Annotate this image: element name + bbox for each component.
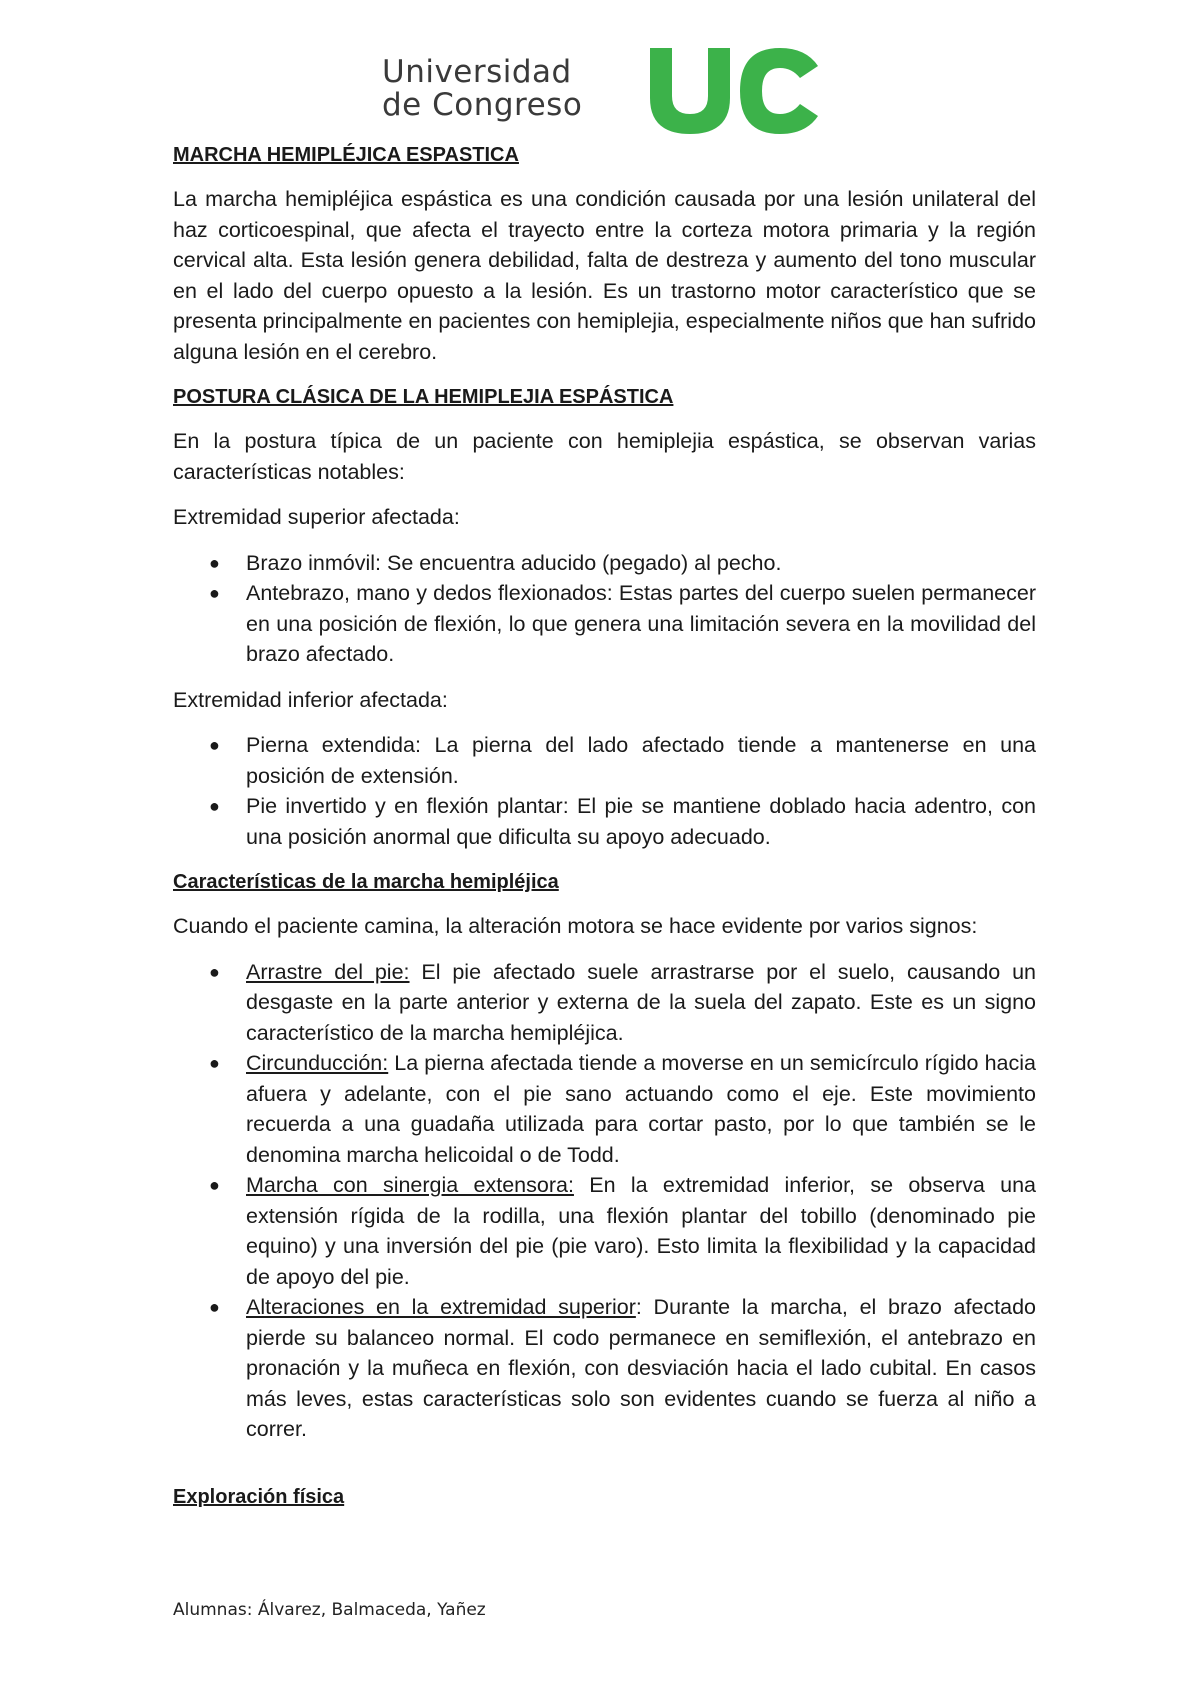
uc-logo-mark-icon	[646, 44, 822, 136]
label-extremidad-superior: Extremidad superior afectada:	[173, 505, 460, 529]
bullet-icon: ●	[209, 583, 220, 603]
bullet-icon: ●	[209, 1053, 220, 1073]
bullet-icon: ●	[209, 735, 220, 755]
list-item: ● Alteraciones en la extremidad superior: Durante la marcha, el brazo afectado pierde su balanceo normal. El codo permanece en semiflexión, el antebrazo en pronación y la muñeca en flexión, con desviación hacia el lado cubital. En casos más leves, estas características solo son evidentes cuando se fuerza al niño a correr.	[173, 1292, 1036, 1445]
footer-authors: Alumnas: Álvarez, Balmaceda, Yañez	[173, 1600, 486, 1620]
list-item: ● Pie invertido y en flexión plantar: El pie se mantiene doblado hacia adentro, con una posición anormal que dificulta su apoyo adecuado.	[173, 791, 1036, 852]
list-item: ● Arrastre del pie: El pie afectado suele arrastrarse por el suelo, causando un desgaste en la parte anterior y externa de la suela del zapato. Este es un signo característico de la marcha hemipléjica.	[173, 957, 1036, 1049]
bullet-icon: ●	[209, 796, 220, 816]
list-item: ● Pierna extendida: La pierna del lado afectado tiende a mantenerse en una posición de extensión.	[173, 730, 1036, 791]
list-item: ● Marcha con sinergia extensora: En la extremidad inferior, se observa una extensión rígida de la rodilla, una flexión plantar del tobillo (denominado pie equino) y una inversión del pie (pie varo). Esto limita la flexibilidad y la capacidad de apoyo del pie.	[173, 1170, 1036, 1292]
section-heading-postura: POSTURA CLÁSICA DE LA HEMIPLEJIA ESPÁSTICA	[173, 386, 674, 408]
logo-line-2: de Congreso	[382, 87, 583, 123]
list-item: ● Brazo inmóvil: Se encuentra aducido (pegado) al pecho.	[173, 548, 1036, 579]
list-item: ● Antebrazo, mano y dedos flexionados: Estas partes del cuerpo suelen permanecer en una posición de flexión, lo que genera una limitación severa en la movilidad del brazo afectado.	[173, 578, 1036, 670]
logo-line-1: Universidad	[382, 54, 572, 90]
paragraph-intro: La marcha hemipléjica espástica es una condición causada por una lesión unilateral del haz corticoespinal, que afecta el trayecto entre la corteza motora primaria y la región cervical alta. Esta lesión genera debilidad, falta de destreza y aumento del tono muscular en el lado del cuerpo opuesto a la lesión. Es un trastorno motor característico que se presenta principalmente en pacientes con hemiplejia, especialmente niños que han sufrido alguna lesión en el cerebro.	[173, 187, 1036, 364]
university-logo	[382, 44, 822, 136]
bullet-icon: ●	[209, 961, 220, 982]
term-label: Alteraciones en la extremidad superior	[246, 1295, 636, 1319]
label-extremidad-inferior: Extremidad inferior afectada:	[173, 687, 448, 712]
list-signos	[173, 957, 1036, 1445]
spacer	[173, 1460, 1036, 1482]
term-label: Arrastre del pie:	[246, 959, 410, 984]
list-extremidad-superior	[173, 548, 1036, 670]
term-label: Circunducción:	[246, 1051, 389, 1075]
bullet-icon: ●	[209, 1175, 220, 1195]
paragraph-postura: En la postura típica de un paciente con hemiplejia espástica, se observan varias características notables:	[173, 429, 1036, 484]
section-heading-caracteristicas: Características de la marcha hemipléjica	[173, 871, 559, 893]
document-body	[173, 140, 1036, 1526]
paragraph-caracteristicas: Cuando el paciente camina, la alteración motora se hace evidente por varios signos:	[173, 914, 978, 938]
term-label: Marcha con sinergia extensora:	[246, 1173, 574, 1197]
bullet-icon: ●	[209, 552, 220, 573]
section-heading-marcha: MARCHA HEMIPLÉJICA ESPASTICA	[173, 144, 519, 166]
list-item: ● Circunducción: La pierna afectada tiende a moverse en un semicírculo rígido hacia afuera y adelante, con el pie sano actuando como el eje. Este movimiento recuerda a una guadaña utilizada para cortar pasto, por lo que también se le denomina marcha helicoidal o de Todd.	[173, 1048, 1036, 1170]
bullet-icon: ●	[209, 1297, 220, 1317]
logo-wordmark	[382, 56, 582, 122]
list-extremidad-inferior	[173, 730, 1036, 852]
section-heading-exploracion: Exploración física	[173, 1485, 345, 1508]
